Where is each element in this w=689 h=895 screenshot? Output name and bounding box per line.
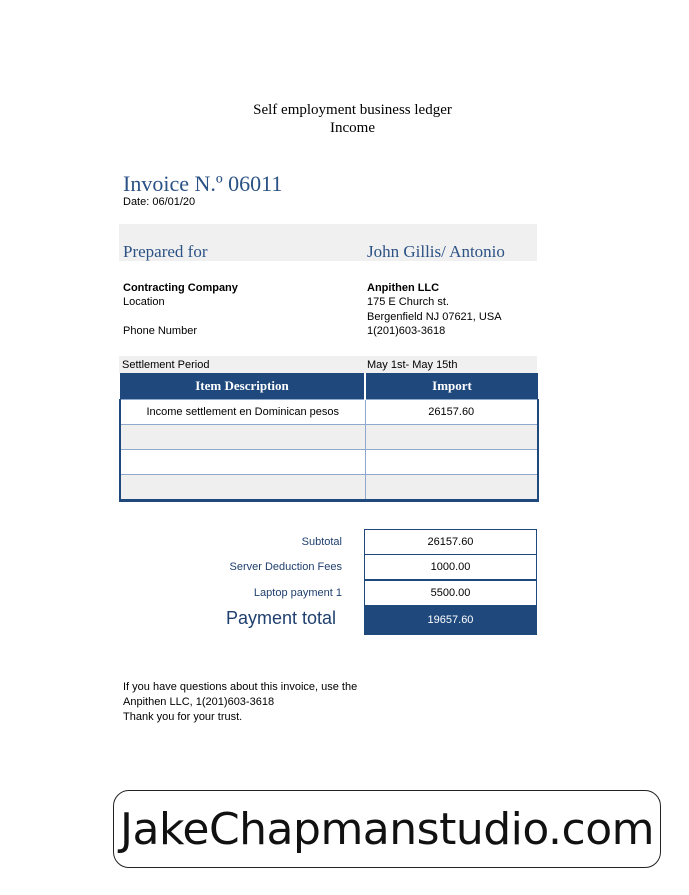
laptop-payment-label: Laptop payment 1 bbox=[253, 587, 342, 599]
document-title-line1: Self employment business ledger bbox=[253, 102, 452, 118]
vendor-address2: Bergenfield NJ 07621, USA bbox=[367, 311, 502, 323]
fees-value: 1000.00 bbox=[364, 554, 537, 580]
item-import-cell bbox=[365, 475, 538, 501]
payment-total-value: 19657.60 bbox=[364, 606, 537, 635]
table-row bbox=[120, 475, 538, 501]
watermark-text: JakeChapmanstudio.com bbox=[120, 803, 654, 855]
footer-line1: If you have questions about this invoice, use the bbox=[123, 681, 358, 693]
invoice-title: Invoice N.º 06011 bbox=[123, 171, 283, 196]
vendor-phone: 1(201)603-3618 bbox=[367, 325, 446, 337]
prepared-for-name: John Gillis/ Antonio bbox=[367, 242, 505, 261]
vendor-name: Anpithen LLC bbox=[367, 282, 440, 294]
footer-note bbox=[123, 680, 357, 725]
client-company: Contracting Company bbox=[123, 282, 238, 294]
header-item-description: Item Description bbox=[120, 373, 365, 400]
document-title-line2: Income bbox=[330, 120, 375, 136]
item-description-cell bbox=[120, 425, 365, 450]
items-header-row bbox=[120, 373, 538, 400]
document-title bbox=[0, 101, 689, 137]
item-description-cell bbox=[120, 450, 365, 475]
item-description-cell bbox=[120, 475, 365, 501]
watermark-banner bbox=[113, 790, 661, 868]
footer-line2: Anpithen LLC, 1(201)603-3618 bbox=[123, 696, 275, 708]
payment-total-label: Payment total bbox=[225, 608, 336, 628]
footer-line3: Thank you for your trust. bbox=[123, 711, 243, 723]
client-location-label: Location bbox=[123, 296, 165, 308]
table-row bbox=[120, 450, 538, 475]
item-description-cell: Income settlement en Dominican pesos bbox=[120, 400, 365, 425]
table-row bbox=[120, 400, 538, 425]
client-phone-label: Phone Number bbox=[123, 325, 197, 337]
invoice-date: Date: 06/01/20 bbox=[123, 196, 196, 208]
item-import-cell bbox=[365, 425, 538, 450]
items-table bbox=[119, 373, 539, 502]
laptop-payment-value: 5500.00 bbox=[364, 580, 537, 606]
vendor-address1: 175 E Church st. bbox=[367, 296, 449, 308]
item-import-cell bbox=[365, 450, 538, 475]
fees-label: Server Deduction Fees bbox=[229, 561, 342, 573]
item-import-cell: 26157.60 bbox=[365, 400, 538, 425]
settlement-value: May 1st- May 15th bbox=[367, 359, 458, 371]
subtotal-label: Subtotal bbox=[301, 536, 342, 548]
table-row bbox=[120, 425, 538, 450]
header-import: Import bbox=[365, 373, 538, 400]
settlement-label: Settlement Period bbox=[122, 359, 210, 371]
subtotal-value: 26157.60 bbox=[364, 529, 537, 555]
prepared-for-label: Prepared for bbox=[123, 242, 208, 261]
